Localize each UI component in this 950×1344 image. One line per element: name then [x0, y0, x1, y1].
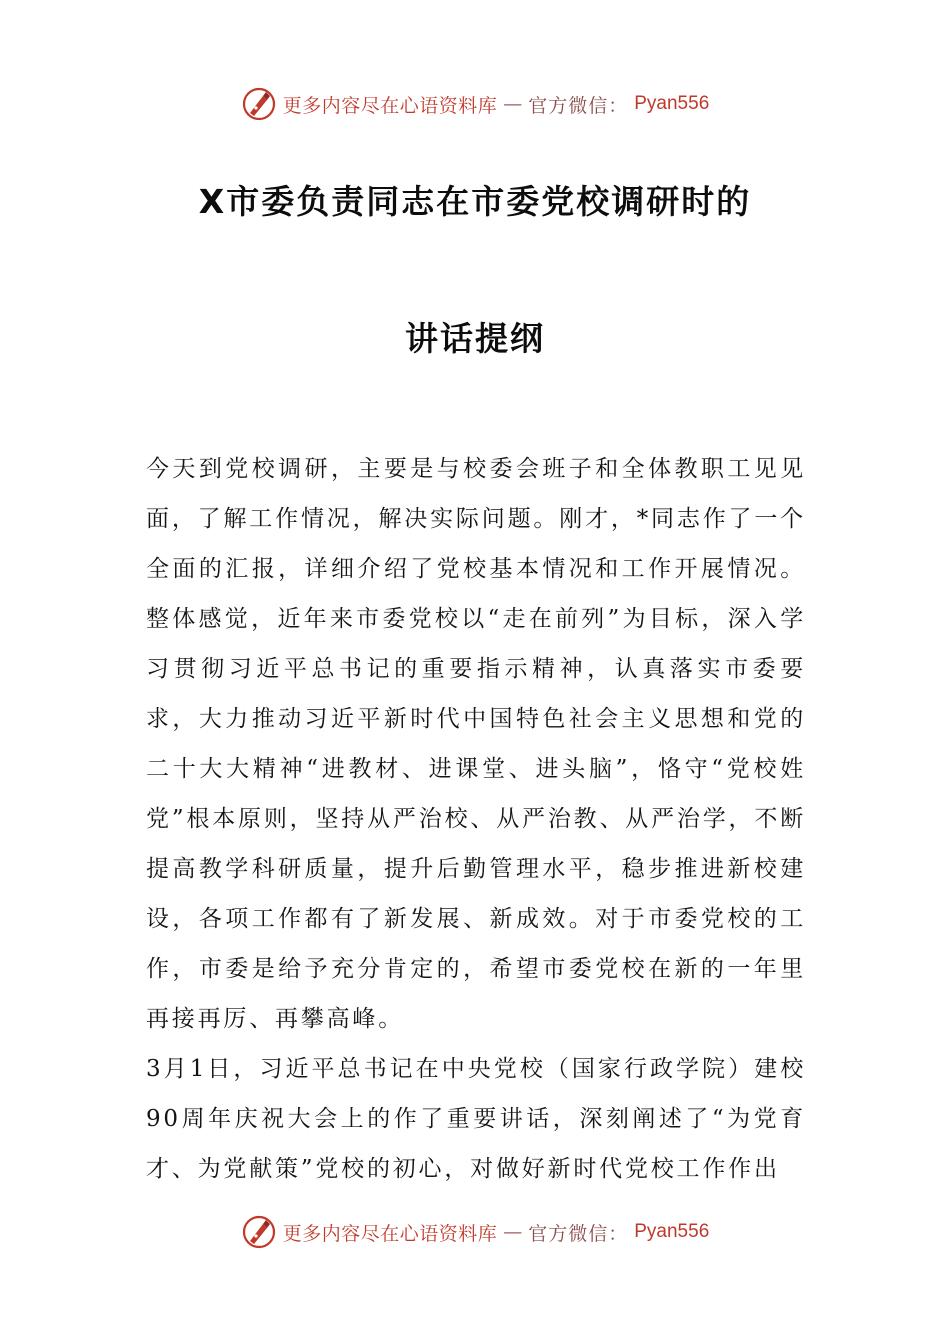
document-title-line-2: 讲话提纲	[405, 319, 545, 358]
pen-nib-logo-icon	[241, 1214, 277, 1250]
brand-text: 更多内容尽在心语资料库	[282, 1222, 498, 1245]
document-title-line-1: X市委负责同志在市委党校调研时的	[198, 182, 752, 221]
separator: —	[503, 93, 523, 115]
brand-text: 更多内容尽在心语资料库	[282, 94, 498, 117]
wechat-label: 官方微信：	[528, 1222, 629, 1245]
separator: —	[503, 1221, 523, 1243]
header-banner	[0, 84, 950, 124]
wechat-id: Pyan556	[634, 1221, 710, 1242]
wechat-id: Pyan556	[634, 93, 710, 114]
document-body	[146, 444, 806, 1194]
footer-banner	[0, 1212, 950, 1252]
pen-nib-logo-icon	[241, 86, 277, 122]
wechat-label: 官方微信：	[528, 94, 629, 117]
paragraph: 3月1日，习近平总书记在中央党校（国家行政学院）建校90周年庆祝大会上的作了重要讲话，深刻阐述了“为党育才、为党献策”党校的初心，对做好新时代党校工作作出	[146, 1056, 806, 1182]
paragraph: 今天到党校调研，主要是与校委会班子和全体教职工见见面，了解工作情况，解决实际问题。刚才，*同志作了一个全面的汇报，详细介绍了党校基本情况和工作开展情况。整体感觉，近年来市委党校以“走在前列”为目标，深入学习贯彻习近平总书记的重要指示精神，认真落实市委要求，大力推动习近平新时代中国特色社会主义思想和党的二十大大精神“进教材、进课堂、进头脑”，恪守“党校姓党”根本原则，坚持从严治校、从严治教、从严治学，不断提高教学科研质量，提升后勤管理水平，稳步推进新校建设，各项工作都有了新发展、新成效。对于市委党校的工作，市委是给予充分肯定的，希望市委党校在新的一年里再接再厉、再攀高峰。	[146, 456, 806, 1032]
